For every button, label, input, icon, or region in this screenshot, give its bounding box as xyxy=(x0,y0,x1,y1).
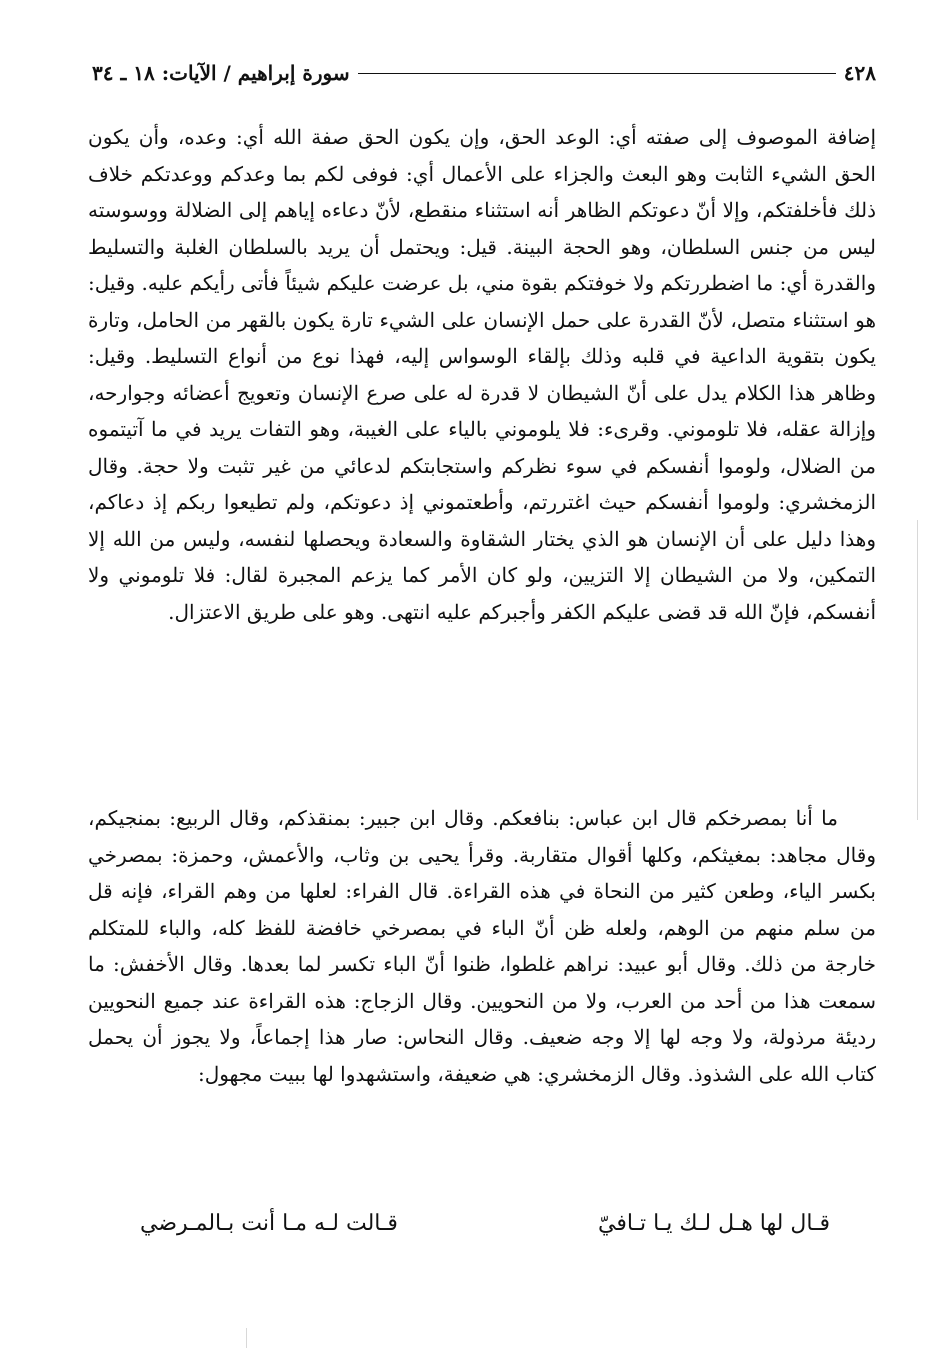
paragraph-2: ما أنا بمصرخكم قال ابن عباس: بنافعكم. وقال ابن جبير: بمنقذكم، وقال الربيع: بمنجيكم، وقال مجاهد: بمغيثكم، وكلها أقوال متقاربة. وقرأ يحيى بن وثاب، والأعمش، وحمزة: بمصرخي بكسر الياء، وطعن كثير من النحاة في هذه القراءة. قال الفراء: لعلها من وهم القراء، فإنه قل من سلم منهم من الوهم، ولعله ظن أنّ الباء في بمصرخي خافضة للفظ كله، والباء للمتكلم خارجة من ذلك. وقال أبو عبيد: نراهم غلطوا، ظنوا أنّ الباء تكسر لما بعدها. وقال الأخفش: ما سمعت هذا من أحد من العرب، ولا من النحويين. وقال الزجاج: هذه القراءة عند جميع النحويين رديئة مرذولة، ولا وجه لها إلا وجه ضعيف. وقال النحاس: صار هذا إجماعاً، ولا يجوز أن يحمل كتاب الله على الشذوذ. وقال الزمخشري: هي ضعيفة، واستشهدوا لها ببيت مجهول: xyxy=(88,806,876,1086)
paragraph-1: إضافة الموصوف إلى صفته أي: الوعد الحق، وإن يكون الحق صفة الله أي: وعده، وأن يكون الحق الشيء الثابت وهو البعث والجزاء على الأعمال أي: فوفى لكم بما وعدكم ووعدتكم خلاف ذلك فأخلفتكم، وإلا أنّ دعوتكم الظاهر أنه استثناء منقطع، لأنّ دعاءه إياهم إلى الضلالة ووسوسته ليس من جنس السلطان، وهو الحجة البينة. قيل: ويحتمل أن يريد بالسلطان الغلبة والتسليط والقدرة أي: ما اضطررتكم ولا خوفتكم بقوة مني، بل عرضت عليكم شيئاً فأتى رأيكم عليه. وقيل: هو استثناء متصل، لأنّ القدرة على حمل الإنسان على الشيء تارة يكون بالقهر من الحامل، وتارة يكون بتقوية الداعية في قلبه وذلك بإلقاء الوسواس إليه، فهذا نوع من أنواع التسليط. وقيل: وظاهر هذا الكلام يدل على أنّ الشيطان لا قدرة له على صرع الإنسان وتعويج أعضائه وجوارحه، وإزالة عقله، فلا تلوموني. وقرىء: فلا يلوموني بالياء على الغيبة، وهو التفات يريد في ما آتيتموه من الضلال، ولوموا أنفسكم في سوء نظركم واستجابتكم لدعائي من غير تثبت ولا حجة. وقال الزمخشري: ولوموا أنفسكم حيث اغتررتم، وأطعتموني إذ دعوتكم، ولم تطيعوا ربكم إذ دعاكم، وهذا دليل على أن الإنسان هو الذي يختار الشقاوة والسعادة ويحصلها لنفسه، وليس من الله إلا التمكين، ولا من الشيطان إلا التزيين، ولو كان الأمر كما يزعم المجبرة لقال: فلا تلوموني ولا أنفسكم، فإنّ الله قد قضى عليكم الكفر وأجبركم عليه انتهى. وهو على طريق الاعتزال. xyxy=(88,125,876,624)
poetry-verse xyxy=(140,1203,830,1243)
scan-artifact-line xyxy=(917,520,918,820)
verse-hemistich-1: قـال لها هـل لـك يـا تـافيّ xyxy=(598,1210,830,1236)
header-rule xyxy=(358,73,836,74)
page-number: ٤٢٨ xyxy=(843,61,876,85)
running-title: سورة إبراهيم / الآيات: ١٨ ـ ٣٤ xyxy=(92,61,350,85)
verse-hemistich-2: قـالت لـه مـا أنت بـالمـرضي xyxy=(140,1210,398,1236)
page-header xyxy=(92,56,876,90)
scan-artifact-mark xyxy=(246,1328,247,1348)
